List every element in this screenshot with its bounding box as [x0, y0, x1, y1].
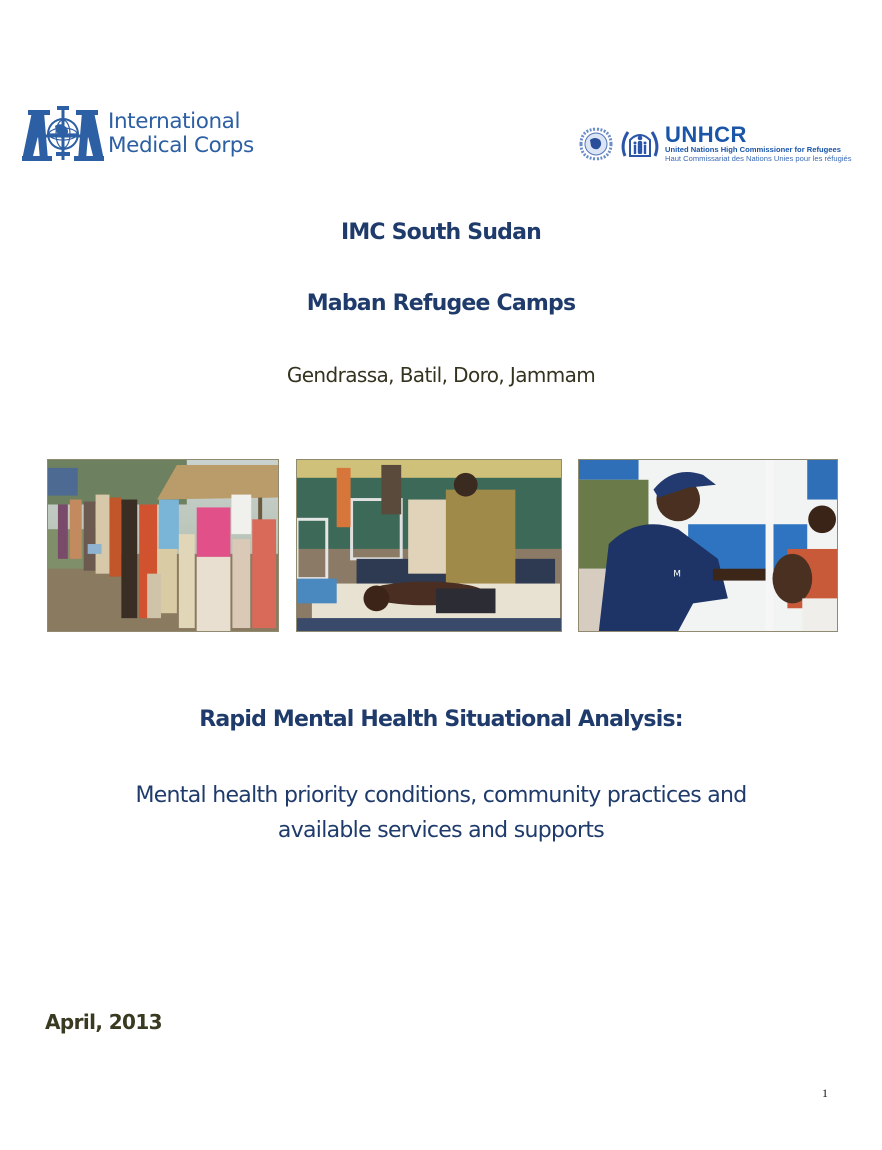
- imc-emblem-icon: [22, 106, 104, 162]
- report-subtitle: [0, 778, 882, 848]
- report-date: April, 2013: [45, 1010, 162, 1034]
- unhcr-logo: [578, 120, 863, 168]
- health-worker-stethoscope-photo: [578, 459, 838, 632]
- imc-name-line1: International: [108, 109, 241, 134]
- organization-heading: IMC South Sudan: [340, 220, 542, 245]
- women-and-children-queue-photo: [47, 459, 279, 632]
- unhcr-emblem-icon: [623, 132, 657, 156]
- clinic-ward-patient-photo: [296, 459, 562, 632]
- unhcr-english-name: United Nations High Commissioner for Refugees: [665, 145, 841, 154]
- imc-logo: [22, 104, 267, 164]
- imc-wordmark: [108, 110, 254, 158]
- report-subtitle-line1: Mental health priority conditions, community practices and: [135, 783, 747, 808]
- unhcr-french-name: Haut Commissariat des Nations Unies pour les réfugiés: [665, 154, 852, 163]
- report-title: Rapid Mental Health Situational Analysis:: [199, 707, 683, 732]
- un-unhcr-emblems-icon: [578, 126, 662, 162]
- camp-locations: Gendrassa, Batil, Doro, Jammam: [286, 363, 596, 387]
- camps-heading: Maban Refugee Camps: [306, 291, 576, 316]
- imc-name-line2: Medical Corps: [108, 133, 254, 158]
- report-subtitle-line2: available services and supports: [277, 818, 605, 843]
- page-number: 1: [822, 1086, 828, 1100]
- unhcr-wordmark: [665, 122, 852, 163]
- unhcr-title: UNHCR: [665, 122, 747, 147]
- svg-text:M: M: [673, 569, 681, 580]
- un-emblem-icon: [581, 129, 611, 159]
